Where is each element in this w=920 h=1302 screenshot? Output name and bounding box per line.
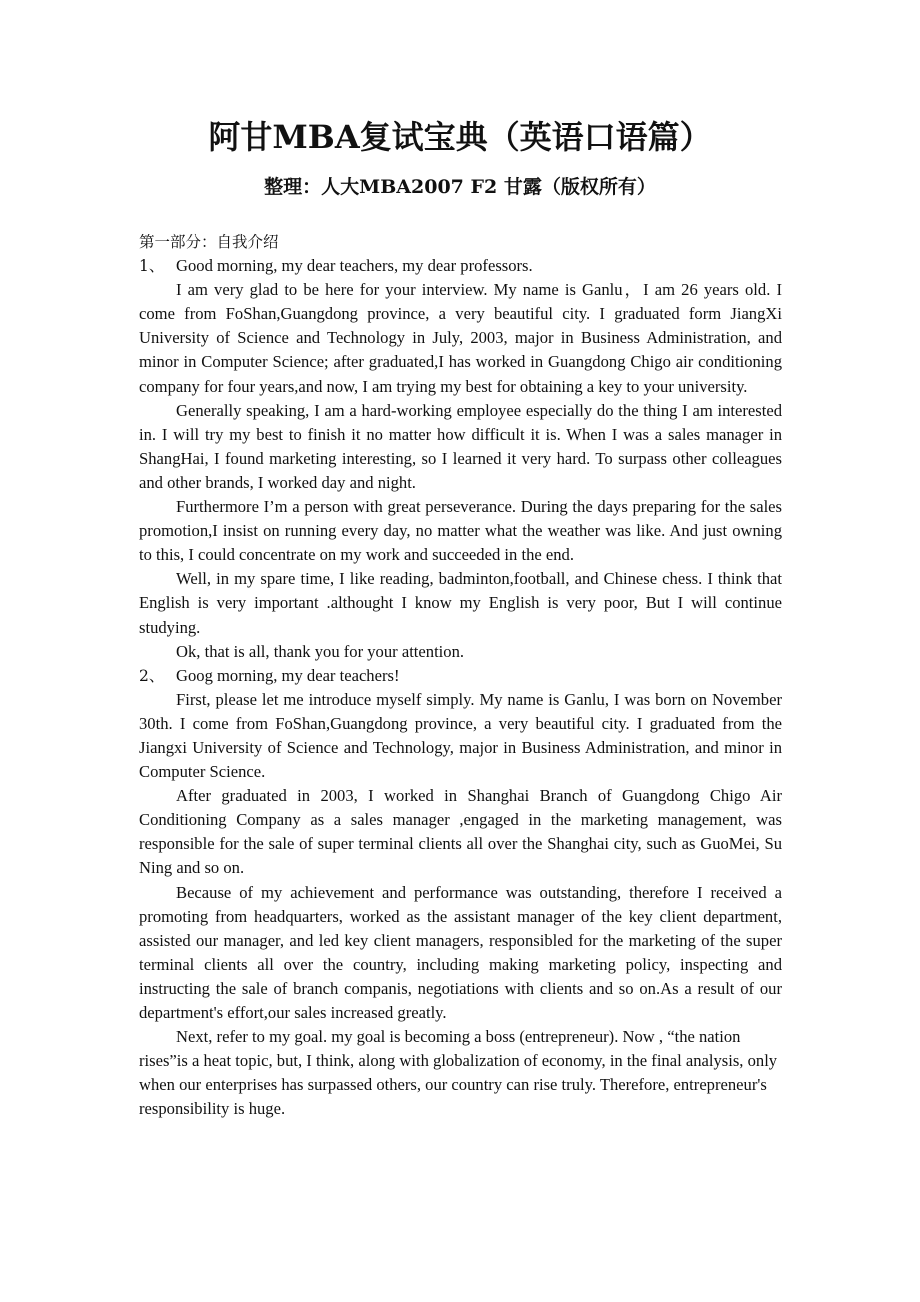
item-1-paragraph-3: Furthermore I’m a person with great perseverance. During the days preparing for the sales promotion,I insist on running every day, no matter what the weather was like. And just owning to this, I could concentrate on my work and succeeded in the end.: [139, 497, 782, 565]
item-2-heading-line: [139, 664, 782, 688]
document-body: [139, 230, 782, 1121]
document-title: 阿甘MBA复试宝典（英语口语篇）: [208, 118, 712, 156]
section-label: 第一部分：自我介绍: [139, 233, 279, 251]
item-2-heading: Goog morning, my dear teachers!: [176, 665, 400, 685]
item-1-heading-line: [139, 254, 782, 278]
item-2-paragraph-3: Because of my achievement and performance was outstanding, therefore I received a promoting from headquarters, worked as the assistant manager of the key client department, assisted our manager, and led key client managers, responsibled for the marketing of the super terminal clients all over the country, including making marketing policy, inspecting and instructing the sale of branch companis, negotiations with clients and so on.As a result of our department's effort,our sales increased greatly.: [139, 882, 782, 1022]
item-1-paragraph-1: I am very glad to be here for your interview. My name is Ganlu，I am 26 years old. I come from FoShan,Guangdong province, a very beautiful city. I graduated form JiangXi University of Science and Technology in July, 2003, major in Business Administration, and minor in Computer Science; after graduated,I has worked in Guangdong Chigo air conditioning company for four years,and now, I am trying my best for obtaining a key to your university.: [139, 280, 782, 396]
item-1-heading: Good morning, my dear teachers, my dear professors.: [176, 256, 533, 276]
item-1-number: 1、: [139, 257, 165, 276]
item-2-paragraph-2: After graduated in 2003, I worked in Shanghai Branch of Guangdong Chigo Air Conditioning Company as a sales manager ,engaged in the marketing management, was responsible for the sale of super terminal clients all over the Shanghai city, such as GuoMei, Su Ning and so on.: [139, 786, 782, 878]
item-1-paragraph-5: Ok, that is all, thank you for your attention.: [176, 641, 465, 661]
item-2-paragraph-4: Next, refer to my goal. my goal is becoming a boss (entrepreneur). Now , “the nation rises”is a heat topic, but, I think, along with globalization of economy, in the final analysis, only when our enterprises has surpassed others, our country can rise truly. Therefore, entrepreneur's responsibility is huge.: [139, 1027, 778, 1119]
item-1-paragraph-2: Generally speaking, I am a hard-working employee especially do the thing I am interested in. I will try my best to finish it no matter how difficult it is. When I was a sales manager in ShangHai, I found marketing interesting, so I learned it very hard. To surpass other colleagues and other brands, I worked day and night.: [139, 400, 782, 492]
item-1-paragraph-4: Well, in my spare time, I like reading, badminton,football, and Chinese chess. I think that English is very important .althought I know my English is very poor, But I will continue studying.: [139, 569, 782, 637]
item-2-number: 2、: [139, 666, 165, 685]
item-2-paragraph-1: First, please let me introduce myself simply. My name is Ganlu, I was born on November 30th. I come from FoShan,Guangdong province, a very beautiful city. I graduated from the Jiangxi University of Science and Technology, major in Business Administration, and minor in Computer Science.: [139, 689, 782, 782]
document-subtitle: 整理：人大MBA2007 F2 甘露（版权所有）: [264, 176, 656, 198]
